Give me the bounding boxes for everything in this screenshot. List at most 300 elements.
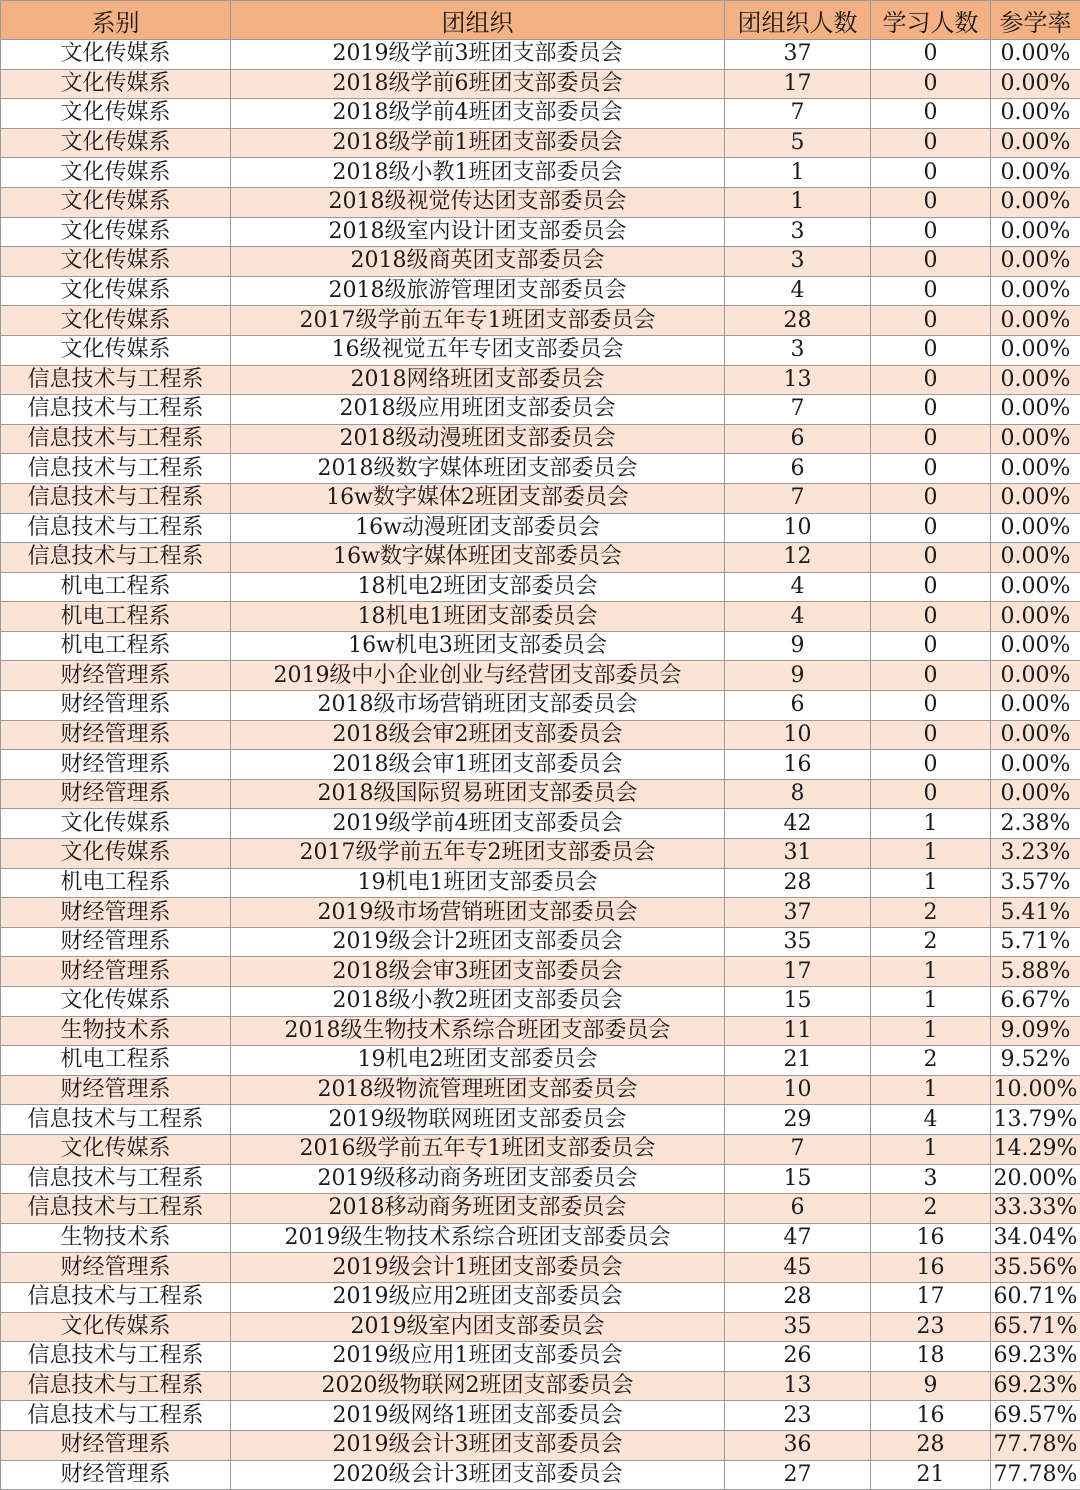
cell-department: 文化传媒系 (1, 1312, 231, 1342)
cell-member-count: 16 (725, 750, 871, 780)
cell-learner-count: 0 (871, 69, 991, 99)
cell-organization: 16w数字媒体2班团支部委员会 (231, 483, 725, 513)
table-row (1, 1401, 1080, 1431)
cell-organization: 19机电2班团支部委员会 (231, 1046, 725, 1076)
cell-learner-count: 0 (871, 128, 991, 158)
cell-department: 文化传媒系 (1, 99, 231, 129)
cell-department: 财经管理系 (1, 691, 231, 721)
cell-department: 信息技术与工程系 (1, 424, 231, 454)
cell-participation-rate: 0.00% (991, 543, 1080, 573)
cell-participation-rate: 65.71% (991, 1312, 1080, 1342)
cell-member-count: 36 (725, 1430, 871, 1460)
cell-learner-count: 16 (871, 1253, 991, 1283)
cell-participation-rate: 69.23% (991, 1342, 1080, 1372)
cell-organization: 16级视觉五年专团支部委员会 (231, 335, 725, 365)
cell-member-count: 4 (725, 572, 871, 602)
cell-learner-count: 2 (871, 1046, 991, 1076)
cell-participation-rate: 13.79% (991, 1105, 1080, 1135)
cell-learner-count: 28 (871, 1430, 991, 1460)
cell-member-count: 10 (725, 513, 871, 543)
cell-department: 信息技术与工程系 (1, 483, 231, 513)
header-participation-rate: 参学率 (991, 1, 1080, 40)
cell-learner-count: 2 (871, 898, 991, 928)
cell-learner-count: 0 (871, 424, 991, 454)
cell-department: 财经管理系 (1, 927, 231, 957)
table-row (1, 839, 1080, 869)
cell-participation-rate: 0.00% (991, 306, 1080, 336)
cell-participation-rate: 0.00% (991, 513, 1080, 543)
table-row (1, 543, 1080, 573)
cell-organization: 2018级国际贸易班团支部委员会 (231, 779, 725, 809)
cell-organization: 18机电2班团支部委员会 (231, 572, 725, 602)
cell-member-count: 45 (725, 1253, 871, 1283)
cell-organization: 2019级会计2班团支部委员会 (231, 927, 725, 957)
cell-member-count: 11 (725, 1016, 871, 1046)
cell-participation-rate: 0.00% (991, 276, 1080, 306)
cell-organization: 2018级应用班团支部委员会 (231, 395, 725, 425)
cell-department: 文化传媒系 (1, 217, 231, 247)
cell-department: 财经管理系 (1, 1253, 231, 1283)
table-row (1, 1312, 1080, 1342)
cell-learner-count: 0 (871, 691, 991, 721)
cell-member-count: 17 (725, 957, 871, 987)
cell-learner-count: 9 (871, 1371, 991, 1401)
cell-department: 信息技术与工程系 (1, 395, 231, 425)
table-row (1, 1460, 1080, 1490)
cell-organization: 2018级会审1班团支部委员会 (231, 750, 725, 780)
cell-participation-rate: 0.00% (991, 572, 1080, 602)
cell-learner-count: 0 (871, 661, 991, 691)
cell-department: 信息技术与工程系 (1, 365, 231, 395)
cell-learner-count: 0 (871, 99, 991, 129)
cell-member-count: 4 (725, 276, 871, 306)
cell-participation-rate: 0.00% (991, 750, 1080, 780)
cell-department: 文化传媒系 (1, 247, 231, 277)
cell-learner-count: 0 (871, 572, 991, 602)
cell-organization: 2019级网络1班团支部委员会 (231, 1401, 725, 1431)
cell-organization: 2018级数字媒体班团支部委员会 (231, 454, 725, 484)
table-body (1, 40, 1080, 1490)
cell-member-count: 13 (725, 1371, 871, 1401)
table-row (1, 1105, 1080, 1135)
table-row (1, 1371, 1080, 1401)
cell-organization: 2018级会审2班团支部委员会 (231, 720, 725, 750)
cell-member-count: 47 (725, 1223, 871, 1253)
cell-member-count: 1 (725, 158, 871, 188)
cell-organization: 2018级物流管理班团支部委员会 (231, 1075, 725, 1105)
header-department: 系别 (1, 1, 231, 40)
cell-department: 机电工程系 (1, 868, 231, 898)
cell-participation-rate: 20.00% (991, 1164, 1080, 1194)
cell-organization: 2018级小教1班团支部委员会 (231, 158, 725, 188)
cell-learner-count: 0 (871, 631, 991, 661)
cell-member-count: 8 (725, 779, 871, 809)
cell-participation-rate: 0.00% (991, 187, 1080, 217)
cell-learner-count: 0 (871, 187, 991, 217)
table-row (1, 276, 1080, 306)
cell-participation-rate: 0.00% (991, 335, 1080, 365)
cell-organization: 2017级学前五年专2班团支部委员会 (231, 839, 725, 869)
cell-organization: 2019级物联网班团支部委员会 (231, 1105, 725, 1135)
cell-participation-rate: 34.04% (991, 1223, 1080, 1253)
table-row (1, 365, 1080, 395)
cell-department: 财经管理系 (1, 1430, 231, 1460)
cell-participation-rate: 5.71% (991, 927, 1080, 957)
cell-organization: 2018级生物技术系综合班团支部委员会 (231, 1016, 725, 1046)
cell-member-count: 3 (725, 247, 871, 277)
cell-department: 财经管理系 (1, 750, 231, 780)
cell-participation-rate: 0.00% (991, 424, 1080, 454)
cell-member-count: 21 (725, 1046, 871, 1076)
cell-department: 财经管理系 (1, 957, 231, 987)
cell-organization: 2018级旅游管理团支部委员会 (231, 276, 725, 306)
cell-organization: 19机电1班团支部委员会 (231, 868, 725, 898)
cell-organization: 2020级会计3班团支部委员会 (231, 1460, 725, 1490)
table-row (1, 187, 1080, 217)
cell-member-count: 23 (725, 1401, 871, 1431)
table-row (1, 1342, 1080, 1372)
cell-member-count: 37 (725, 40, 871, 70)
cell-organization: 2019级移动商务班团支部委员会 (231, 1164, 725, 1194)
table-row (1, 927, 1080, 957)
cell-participation-rate: 5.88% (991, 957, 1080, 987)
cell-learner-count: 1 (871, 1016, 991, 1046)
cell-learner-count: 0 (871, 720, 991, 750)
cell-participation-rate: 0.00% (991, 779, 1080, 809)
table-row (1, 128, 1080, 158)
cell-member-count: 5 (725, 128, 871, 158)
table-row (1, 335, 1080, 365)
cell-member-count: 6 (725, 454, 871, 484)
cell-member-count: 29 (725, 1105, 871, 1135)
table-row (1, 483, 1080, 513)
table-row (1, 631, 1080, 661)
table-row (1, 572, 1080, 602)
table-row (1, 1282, 1080, 1312)
table-row (1, 1134, 1080, 1164)
cell-organization: 2018级商英团支部委员会 (231, 247, 725, 277)
table-row (1, 720, 1080, 750)
cell-participation-rate: 14.29% (991, 1134, 1080, 1164)
table-row (1, 513, 1080, 543)
cell-learner-count: 0 (871, 158, 991, 188)
cell-department: 信息技术与工程系 (1, 1401, 231, 1431)
table-row (1, 1223, 1080, 1253)
cell-department: 文化传媒系 (1, 335, 231, 365)
cell-member-count: 6 (725, 1194, 871, 1224)
cell-department: 文化传媒系 (1, 809, 231, 839)
cell-learner-count: 16 (871, 1401, 991, 1431)
cell-learner-count: 2 (871, 927, 991, 957)
cell-department: 信息技术与工程系 (1, 1105, 231, 1135)
table-row (1, 1046, 1080, 1076)
cell-organization: 18机电1班团支部委员会 (231, 602, 725, 632)
cell-participation-rate: 0.00% (991, 691, 1080, 721)
cell-department: 机电工程系 (1, 1046, 231, 1076)
table-row (1, 247, 1080, 277)
cell-organization: 16w动漫班团支部委员会 (231, 513, 725, 543)
cell-member-count: 12 (725, 543, 871, 573)
cell-department: 财经管理系 (1, 898, 231, 928)
cell-learner-count: 0 (871, 217, 991, 247)
cell-learner-count: 0 (871, 513, 991, 543)
cell-department: 财经管理系 (1, 720, 231, 750)
cell-department: 生物技术系 (1, 1016, 231, 1046)
cell-participation-rate: 0.00% (991, 631, 1080, 661)
cell-member-count: 1 (725, 187, 871, 217)
cell-department: 财经管理系 (1, 779, 231, 809)
cell-learner-count: 0 (871, 779, 991, 809)
cell-department: 信息技术与工程系 (1, 1194, 231, 1224)
cell-participation-rate: 77.78% (991, 1460, 1080, 1490)
header-member-count: 团组织人数 (725, 1, 871, 40)
cell-department: 文化传媒系 (1, 128, 231, 158)
table-row (1, 1194, 1080, 1224)
cell-organization: 2018网络班团支部委员会 (231, 365, 725, 395)
cell-learner-count: 17 (871, 1282, 991, 1312)
cell-member-count: 17 (725, 69, 871, 99)
cell-department: 机电工程系 (1, 631, 231, 661)
cell-organization: 2018级学前4班团支部委员会 (231, 99, 725, 129)
cell-participation-rate: 6.67% (991, 987, 1080, 1017)
cell-department: 文化传媒系 (1, 987, 231, 1017)
cell-member-count: 27 (725, 1460, 871, 1490)
cell-department: 文化传媒系 (1, 1134, 231, 1164)
cell-member-count: 42 (725, 809, 871, 839)
cell-department: 文化传媒系 (1, 187, 231, 217)
cell-member-count: 7 (725, 395, 871, 425)
cell-organization: 2018级视觉传达团支部委员会 (231, 187, 725, 217)
cell-learner-count: 0 (871, 483, 991, 513)
cell-participation-rate: 0.00% (991, 602, 1080, 632)
cell-organization: 2016级学前五年专1班团支部委员会 (231, 1134, 725, 1164)
cell-department: 财经管理系 (1, 1075, 231, 1105)
table-row (1, 395, 1080, 425)
table-row (1, 868, 1080, 898)
header-learner-count: 学习人数 (871, 1, 991, 40)
cell-participation-rate: 69.57% (991, 1401, 1080, 1431)
cell-member-count: 10 (725, 1075, 871, 1105)
cell-participation-rate: 60.71% (991, 1282, 1080, 1312)
cell-organization: 2019级应用2班团支部委员会 (231, 1282, 725, 1312)
cell-organization: 2018级动漫班团支部委员会 (231, 424, 725, 454)
cell-organization: 2020级物联网2班团支部委员会 (231, 1371, 725, 1401)
cell-organization: 2018级室内设计团支部委员会 (231, 217, 725, 247)
cell-participation-rate: 3.23% (991, 839, 1080, 869)
cell-learner-count: 0 (871, 276, 991, 306)
cell-participation-rate: 0.00% (991, 365, 1080, 395)
cell-department: 文化传媒系 (1, 69, 231, 99)
cell-organization: 2017级学前五年专1班团支部委员会 (231, 306, 725, 336)
cell-member-count: 7 (725, 1134, 871, 1164)
table-row (1, 691, 1080, 721)
table-row (1, 779, 1080, 809)
cell-participation-rate: 0.00% (991, 40, 1080, 70)
cell-member-count: 9 (725, 661, 871, 691)
cell-department: 财经管理系 (1, 1460, 231, 1490)
cell-learner-count: 0 (871, 365, 991, 395)
table-row (1, 898, 1080, 928)
cell-participation-rate: 35.56% (991, 1253, 1080, 1283)
cell-organization: 2019级会计3班团支部委员会 (231, 1430, 725, 1460)
cell-organization: 2018级市场营销班团支部委员会 (231, 691, 725, 721)
cell-learner-count: 23 (871, 1312, 991, 1342)
cell-department: 文化传媒系 (1, 839, 231, 869)
cell-learner-count: 16 (871, 1223, 991, 1253)
cell-department: 文化传媒系 (1, 276, 231, 306)
table-row (1, 602, 1080, 632)
table-row (1, 1075, 1080, 1105)
cell-member-count: 3 (725, 335, 871, 365)
cell-department: 信息技术与工程系 (1, 1282, 231, 1312)
cell-participation-rate: 0.00% (991, 395, 1080, 425)
cell-department: 信息技术与工程系 (1, 1342, 231, 1372)
cell-participation-rate: 33.33% (991, 1194, 1080, 1224)
cell-member-count: 28 (725, 306, 871, 336)
table-row (1, 1016, 1080, 1046)
cell-participation-rate: 0.00% (991, 720, 1080, 750)
cell-department: 信息技术与工程系 (1, 1371, 231, 1401)
cell-member-count: 13 (725, 365, 871, 395)
cell-organization: 2018级学前6班团支部委员会 (231, 69, 725, 99)
cell-department: 文化传媒系 (1, 40, 231, 70)
cell-learner-count: 1 (871, 839, 991, 869)
cell-participation-rate: 0.00% (991, 69, 1080, 99)
table-row (1, 1164, 1080, 1194)
cell-organization: 2018级小教2班团支部委员会 (231, 987, 725, 1017)
cell-department: 机电工程系 (1, 602, 231, 632)
cell-department: 信息技术与工程系 (1, 454, 231, 484)
cell-organization: 2019级学前3班团支部委员会 (231, 40, 725, 70)
table-row (1, 306, 1080, 336)
cell-department: 财经管理系 (1, 661, 231, 691)
cell-learner-count: 0 (871, 454, 991, 484)
cell-learner-count: 0 (871, 247, 991, 277)
cell-member-count: 31 (725, 839, 871, 869)
cell-member-count: 37 (725, 898, 871, 928)
cell-department: 信息技术与工程系 (1, 543, 231, 573)
cell-participation-rate: 3.57% (991, 868, 1080, 898)
table-row (1, 40, 1080, 70)
table-row (1, 1430, 1080, 1460)
cell-organization: 2019级学前4班团支部委员会 (231, 809, 725, 839)
cell-organization: 2019级会计1班团支部委员会 (231, 1253, 725, 1283)
cell-learner-count: 0 (871, 335, 991, 365)
table-row (1, 99, 1080, 129)
cell-member-count: 15 (725, 1164, 871, 1194)
cell-participation-rate: 0.00% (991, 128, 1080, 158)
cell-member-count: 9 (725, 631, 871, 661)
table-row (1, 69, 1080, 99)
cell-participation-rate: 0.00% (991, 454, 1080, 484)
cell-organization: 2018级会审3班团支部委员会 (231, 957, 725, 987)
table-row (1, 809, 1080, 839)
cell-member-count: 4 (725, 602, 871, 632)
cell-organization: 2019级中小企业创业与经营团支部委员会 (231, 661, 725, 691)
cell-participation-rate: 9.52% (991, 1046, 1080, 1076)
cell-learner-count: 0 (871, 395, 991, 425)
cell-organization: 16w机电3班团支部委员会 (231, 631, 725, 661)
cell-department: 信息技术与工程系 (1, 1164, 231, 1194)
cell-participation-rate: 0.00% (991, 99, 1080, 129)
cell-organization: 16w数字媒体班团支部委员会 (231, 543, 725, 573)
cell-participation-rate: 77.78% (991, 1430, 1080, 1460)
cell-member-count: 7 (725, 483, 871, 513)
cell-member-count: 6 (725, 691, 871, 721)
cell-learner-count: 1 (871, 1134, 991, 1164)
cell-learner-count: 2 (871, 1194, 991, 1224)
cell-participation-rate: 9.09% (991, 1016, 1080, 1046)
cell-participation-rate: 0.00% (991, 661, 1080, 691)
cell-participation-rate: 10.00% (991, 1075, 1080, 1105)
cell-member-count: 7 (725, 99, 871, 129)
cell-member-count: 35 (725, 927, 871, 957)
cell-participation-rate: 5.41% (991, 898, 1080, 928)
cell-learner-count: 1 (871, 809, 991, 839)
table-row (1, 454, 1080, 484)
cell-organization: 2019级应用1班团支部委员会 (231, 1342, 725, 1372)
cell-learner-count: 1 (871, 1075, 991, 1105)
cell-participation-rate: 0.00% (991, 217, 1080, 247)
cell-learner-count: 0 (871, 306, 991, 336)
cell-participation-rate: 0.00% (991, 158, 1080, 188)
cell-member-count: 6 (725, 424, 871, 454)
cell-organization: 2018移动商务班团支部委员会 (231, 1194, 725, 1224)
cell-organization: 2019级室内团支部委员会 (231, 1312, 725, 1342)
cell-learner-count: 0 (871, 543, 991, 573)
cell-learner-count: 0 (871, 750, 991, 780)
cell-organization: 2019级市场营销班团支部委员会 (231, 898, 725, 928)
header-organization: 团组织 (231, 1, 725, 40)
cell-learner-count: 1 (871, 957, 991, 987)
cell-participation-rate: 2.38% (991, 809, 1080, 839)
table-row (1, 424, 1080, 454)
table-row (1, 750, 1080, 780)
cell-department: 信息技术与工程系 (1, 513, 231, 543)
cell-department: 机电工程系 (1, 572, 231, 602)
cell-department: 生物技术系 (1, 1223, 231, 1253)
header-row (1, 1, 1080, 40)
cell-learner-count: 1 (871, 987, 991, 1017)
table-row (1, 158, 1080, 188)
cell-learner-count: 4 (871, 1105, 991, 1135)
table-row (1, 217, 1080, 247)
cell-member-count: 26 (725, 1342, 871, 1372)
table-row (1, 1253, 1080, 1283)
cell-department: 文化传媒系 (1, 158, 231, 188)
cell-learner-count: 21 (871, 1460, 991, 1490)
cell-learner-count: 3 (871, 1164, 991, 1194)
cell-member-count: 3 (725, 217, 871, 247)
cell-organization: 2019级生物技术系综合班团支部委员会 (231, 1223, 725, 1253)
cell-member-count: 28 (725, 1282, 871, 1312)
cell-member-count: 35 (725, 1312, 871, 1342)
cell-learner-count: 1 (871, 868, 991, 898)
cell-department: 文化传媒系 (1, 306, 231, 336)
cell-learner-count: 0 (871, 40, 991, 70)
cell-member-count: 10 (725, 720, 871, 750)
table-header (1, 1, 1080, 40)
cell-learner-count: 18 (871, 1342, 991, 1372)
cell-member-count: 28 (725, 868, 871, 898)
cell-learner-count: 0 (871, 602, 991, 632)
cell-participation-rate: 69.23% (991, 1371, 1080, 1401)
table-row (1, 661, 1080, 691)
cell-organization: 2018级学前1班团支部委员会 (231, 128, 725, 158)
table-row (1, 957, 1080, 987)
cell-member-count: 15 (725, 987, 871, 1017)
cell-participation-rate: 0.00% (991, 247, 1080, 277)
